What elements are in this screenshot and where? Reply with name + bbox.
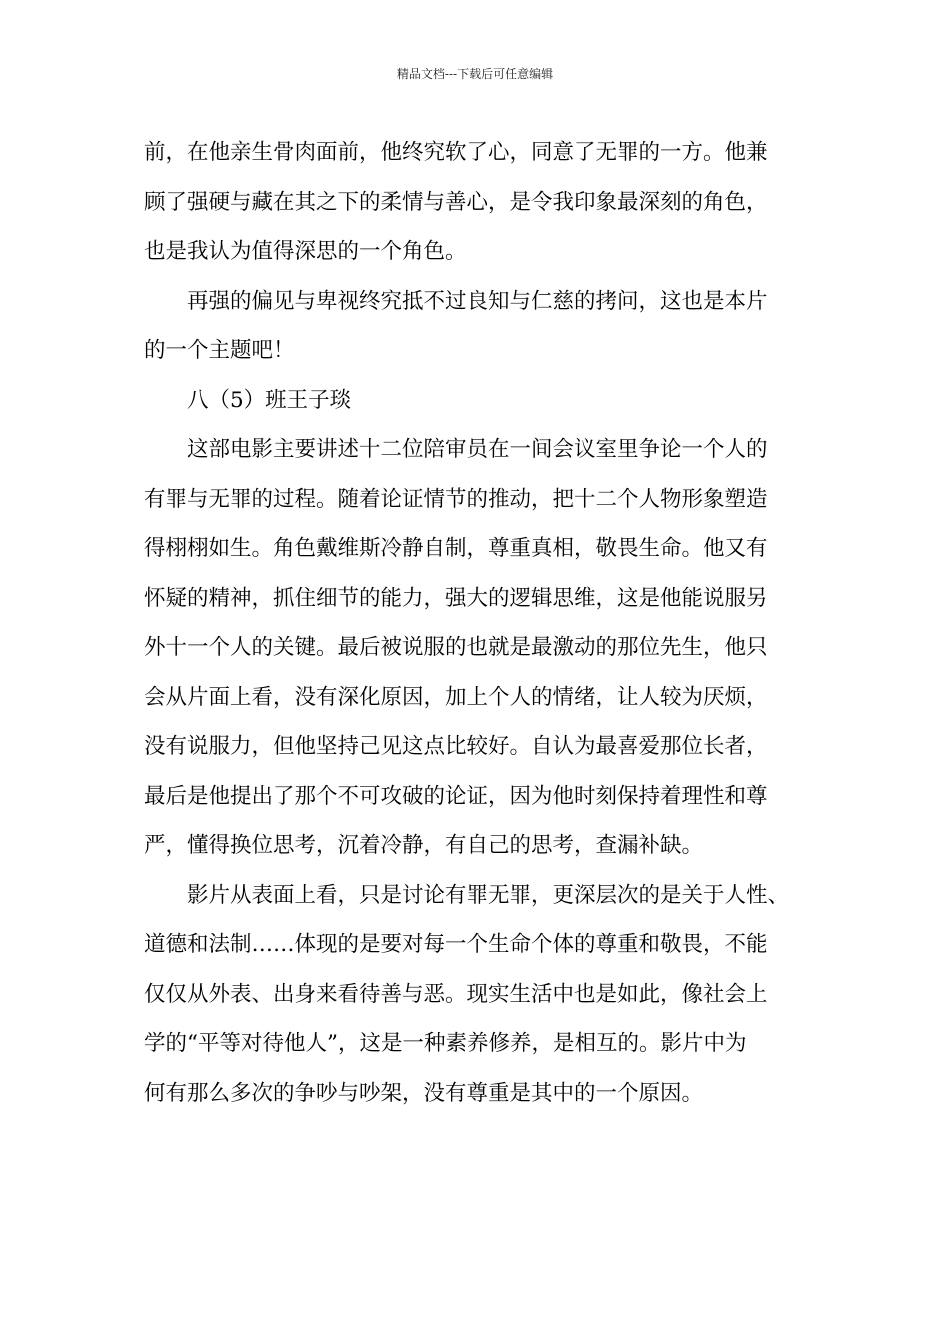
text-line: 有罪与无罪的过程。随着论证情节的推动，把十二个人物形象塑造 [144, 486, 768, 512]
text-line: 最后是他提出了那个不可攻破的论证，因为他时刻保持着理性和尊 [144, 783, 768, 809]
text-line: 道德和法制……体现的是要对每一个生命个体的尊重和敬畏，不能 [144, 932, 768, 957]
text-line: 仅仅从外表、出身来看待善与恶。现实生活中也是如此，像社会上 [144, 981, 768, 1007]
text-line: 的一个主题吧！ [144, 338, 295, 363]
text-line: 这部电影主要讲述十二位陪审员在一间会议室里争论一个人的 [187, 437, 768, 462]
text-line: 也是我认为值得深思的一个角色。 [144, 239, 467, 264]
text-line: 学的“平等对待他人”，这是一种素养修养，是相互的。影片中为 [144, 1031, 747, 1056]
text-line: 得栩栩如生。角色戴维斯冷静自制，尊重真相，敬畏生命。他又有 [144, 536, 768, 561]
text-line: 再强的偏见与卑视终究抵不过良知与仁慈的拷问，这也是本片 [187, 288, 768, 314]
text-line: 会从片面上看，没有深化原因，加上个人的情绪，让人较为厌烦， [144, 684, 768, 710]
text-line: 前，在他亲生骨肉面前，他终究软了心，同意了无罪的一方。他兼 [144, 140, 768, 165]
text-line: 没有说服力，但他坚持己见这点比较好。自认为最喜爱那位长者， [144, 734, 768, 759]
body-text [144, 128, 812, 1118]
text-line: 严，懂得换位思考，沉着冷静，有自己的思考，查漏补缺。 [144, 833, 704, 858]
page-header: 精品文档---下载后可任意编辑 [396, 67, 554, 81]
text-line: 影片从表面上看，只是讨论有罪无罪，更深层次的是关于人性、 [187, 882, 790, 908]
text-line: 何有那么多次的争吵与吵架，没有尊重是其中的一个原因。 [144, 1080, 704, 1106]
text-line: 顾了强硬与藏在其之下的柔情与善心，是令我印象最深刻的角色， [144, 189, 768, 215]
text-line: 八（5）班王子琰 [187, 387, 352, 413]
text-line: 怀疑的精神，抓住细节的能力，强大的逻辑思维，这是他能说服另 [144, 585, 768, 611]
text-line: 外十一个人的关键。最后被说服的也就是最激动的那位先生，他只 [144, 635, 768, 660]
